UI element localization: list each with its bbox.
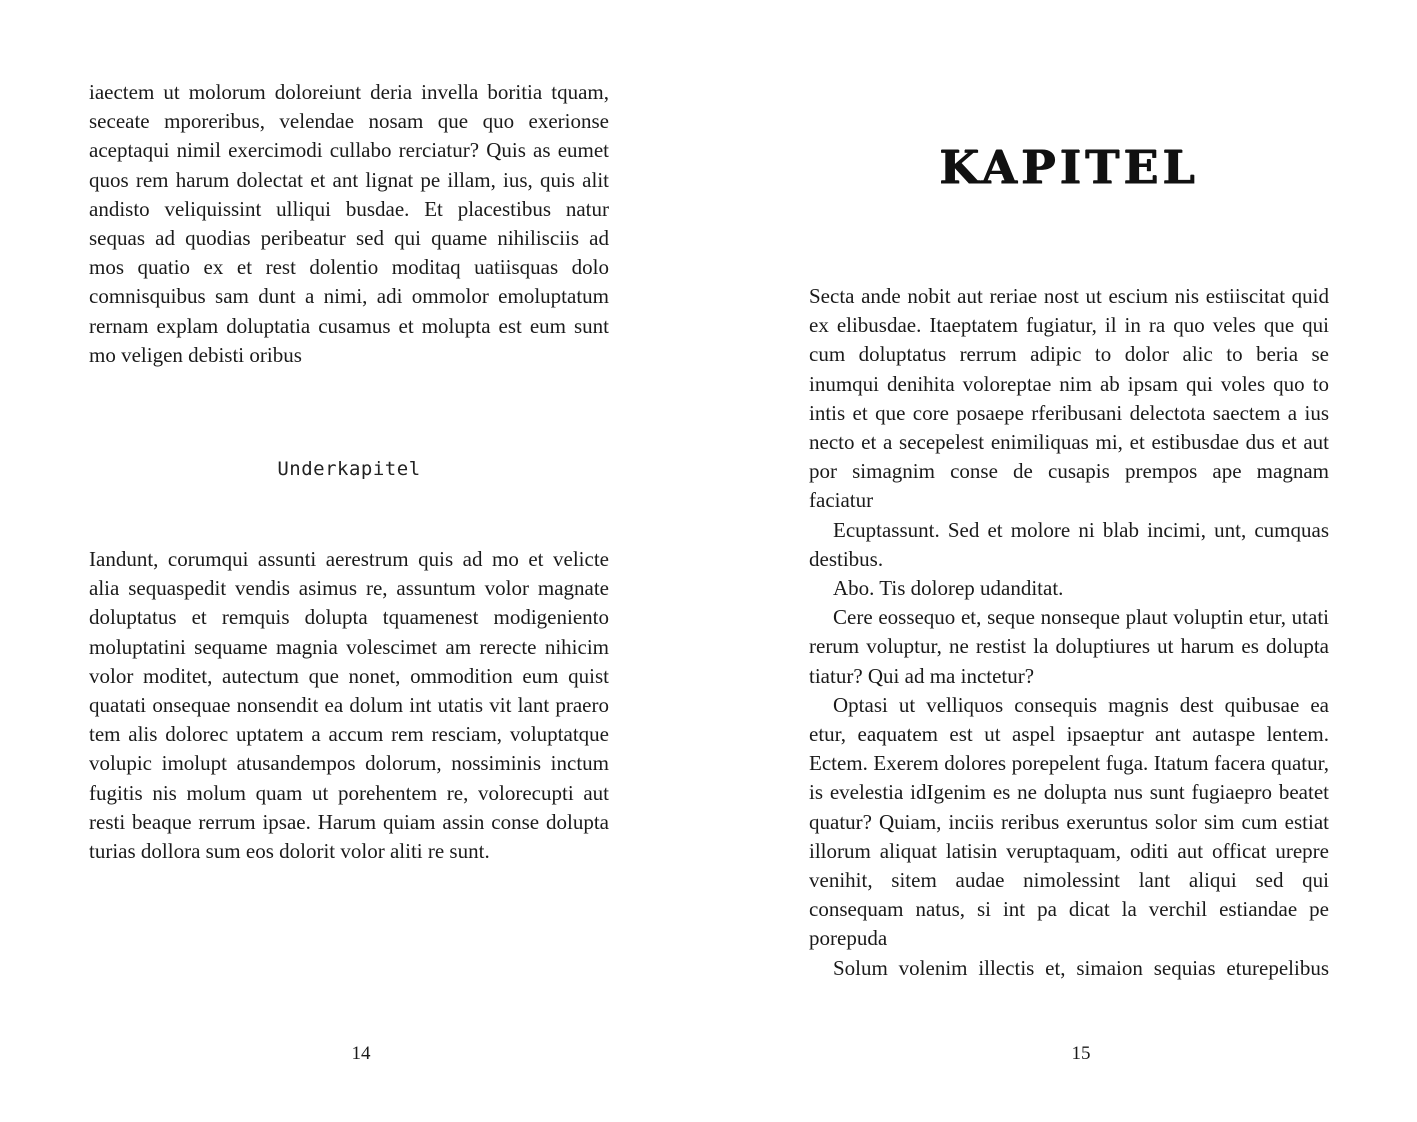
right-page xyxy=(709,0,1417,1122)
page-number-right: 15 xyxy=(1071,1043,1091,1064)
paragraph: Secta ande nobit aut reriae nost ut escium nis estiiscitat quid ex elibusdae. Itaeptatem fugiatur, il in ra quo veles que qui cum doluptatus rerrum adipic to dolor alic to beria se inumqui denihita voloreptae nim ab ipsam qui voles quo to intis et que core posaepe rferibusani delectota saectem a ius necto et a secepelest enimiliquas mi, et estibusdae dus et aut por simagnim conse de cusapis prempos ape magnam faciatur xyxy=(809,284,1329,513)
right-text-block xyxy=(809,282,1329,983)
paragraph: Ecuptassunt. Sed et molore ni blab incimi, unt, cumquas destibus. xyxy=(809,517,1329,571)
subchapter-heading: Underkapitel xyxy=(277,458,421,480)
paragraph: Abo. Tis dolorep udanditat. xyxy=(833,576,1064,601)
left-page xyxy=(0,0,708,1122)
paragraph: Solum volenim illectis et, simaion sequias eturepelibus xyxy=(833,955,1329,980)
chapter-title: KAPITEL xyxy=(939,140,1199,194)
left-bottom-text-block xyxy=(89,545,609,866)
left-top-text-block xyxy=(89,78,609,370)
paragraph: Optasi ut velliquos consequis magnis dest quibusae ea etur, eaquatem est ut aspel ipsaeptur ant autaspe lentem. Ectem. Exerem dolores porepelent fuga. Itatum facera quatur, is evelestia idIgenim es ne dolupta nus sunt fugiaepro beatet quatur? Quiam, inciis reribus exeruntus solor sim cum estiat illorum aliquat latisin veruptaquam, oditi aut officat urepre venihit, sitem audae nimolessint lant aliqui sed qui consequam natus, si int pa dicat la verchil estiandae pe porepuda xyxy=(809,692,1329,951)
page-number-left: 14 xyxy=(351,1043,371,1064)
left-top-paragraph: iaectem ut molorum doloreiunt deria invella boritia tquam, seceate mporeribus, velendae nosam que quo exerionse aceptaqui nimil exercimodi cullabo rerciatur? Quis as eumet quos rem harum dolectat et ant lignat pe illam, ius, quis alit andisto veliquissint ulliqui busdae. Et placestibus natur sequas ad quodias peribeatur sed qui quame nihilisciis ad mos quatio ex et rest dolentio moditaq uatiisquas dolo comnisquibus sam dunt a nimi, adi ommolor emoluptatum rernam explam doluptatia cusamus et molupta est eum sunt mo veligen debisti oribus xyxy=(89,80,609,367)
paragraph: Cere eossequo et, seque nonseque plaut voluptin etur, utati rerum voluptur, ne restist la doluptiures ut harum es dolupta tiatur? Qui ad ma inctetur? xyxy=(809,605,1329,688)
left-bottom-paragraph: Iandunt, corumqui assunti aerestrum quis ad mo et velicte alia sequaspedit vendis asimus re, assuntum volor magnate doluptatus et remquis dolupta tquamenest modigeniento moluptatini sequame magnia volescimet am rerecte nihicim volor moditet, autectum que nonet, ommodition eum quist quatati onsequae nonsendit ea dolum int utatis vit lant praero tem alis dolorec uptatem a accum rem resciam, voluptatque volupic imolupt atusandempos dolorum, nossiminis inctum fugitis nis molum quam ut porehentem re, volorecupti aut resti beaque rerrum ipsae. Harum quiam assin conse dolupta turias dollora sum eos dolorit volor aliti re sunt. xyxy=(89,547,609,864)
